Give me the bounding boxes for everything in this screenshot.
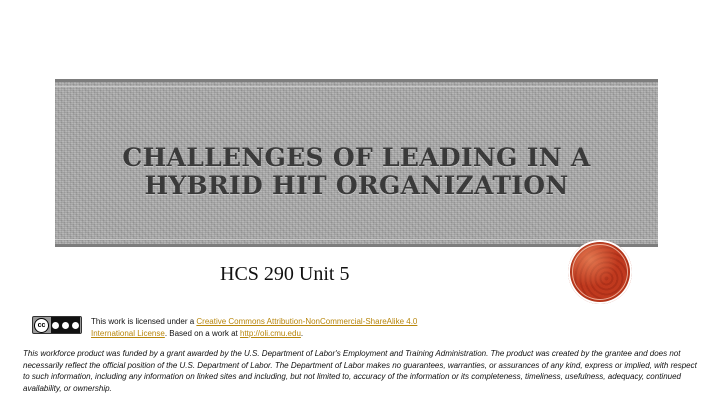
license-middle: . Based on a work at (164, 329, 240, 338)
nc-icon (62, 322, 69, 329)
slide-subtitle: HCS 290 Unit 5 (220, 263, 350, 285)
funding-disclaimer: This workforce product was funded by a grant awarded by the U.S. Department of Labor's Employment and Training Administration. The product was created by the grantee and does not necessarily reflect the official position of the U.S. Department of Labor. The Department of Labor makes no guarantees, warranties, or assurances of any kind, express or implied, with respect to such information, including any information on linked sites and including, but not limited to, accuracy of the information or its completeness, timeliness, usefulness, adequacy, continued availability, or ownership. (23, 349, 697, 393)
oli-link[interactable]: http://oli.cmu.edu (239, 329, 301, 338)
band-top-line (55, 86, 658, 87)
cc-license-link-line2: International License (91, 329, 165, 338)
cc-conditions-icon (51, 317, 80, 333)
title-line-1: CHALLENGES OF LEADING IN A (122, 143, 591, 172)
title-line-2: HYBRID HIT ORGANIZATION (144, 171, 569, 200)
license-prefix: This work is licensed under a (91, 317, 197, 326)
title-band (55, 79, 658, 247)
decorative-seal-icon (568, 240, 632, 304)
license-notice (91, 316, 417, 340)
creative-commons-icon[interactable] (32, 316, 82, 334)
by-icon (52, 322, 59, 329)
license-suffix: . (300, 329, 304, 338)
cc-circle-icon: cc (34, 318, 49, 333)
cc-license-link-line1: Creative Commons Attribution-NonCommercial-ShareAlike 4.0 (196, 317, 418, 326)
band-bottom-line (55, 239, 658, 240)
slide-title (55, 144, 658, 200)
seal-ring (572, 244, 628, 300)
sa-icon (72, 322, 79, 329)
